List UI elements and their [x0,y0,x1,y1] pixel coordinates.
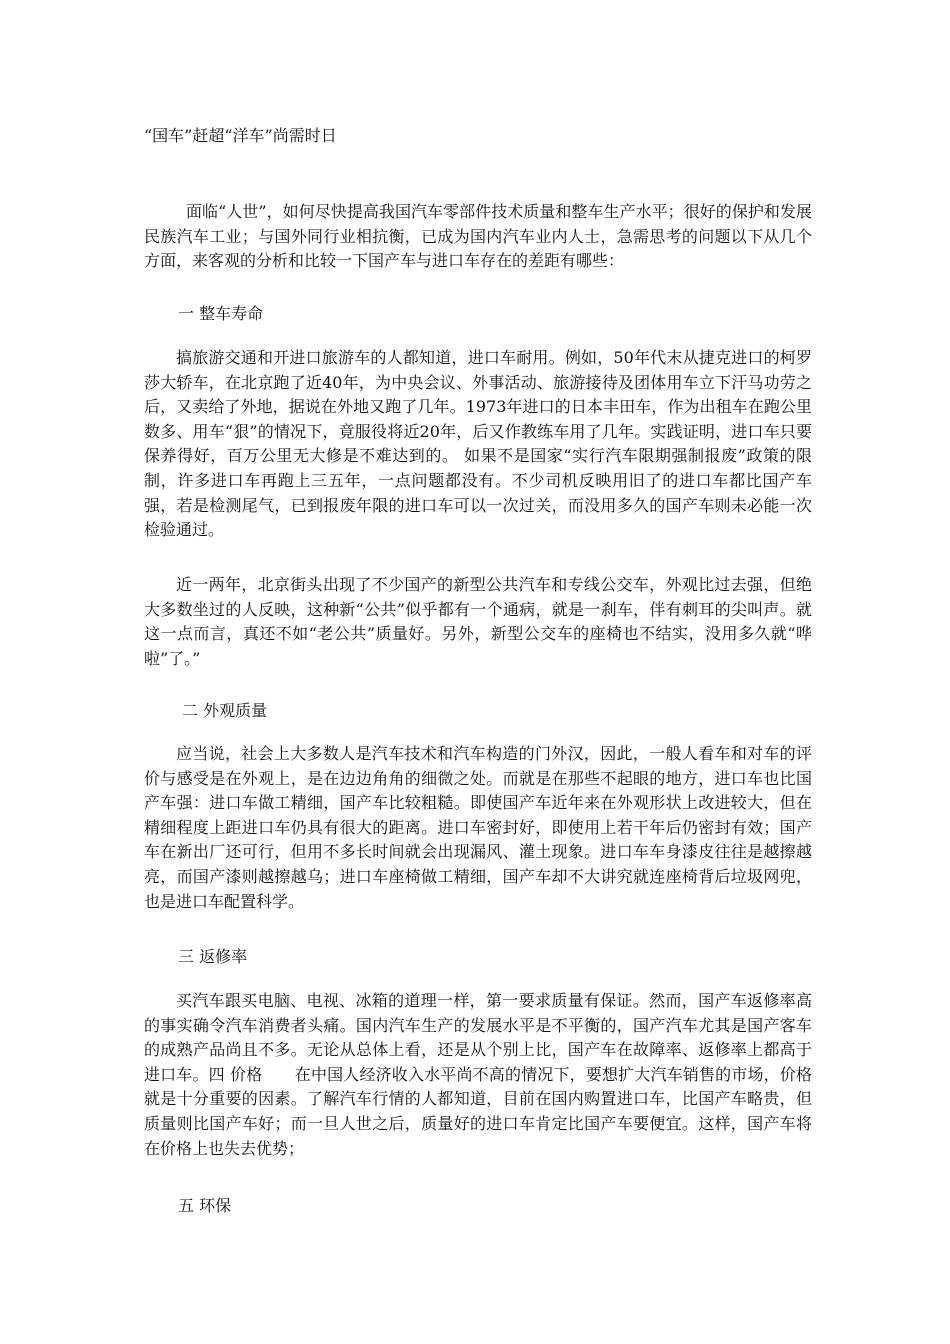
paragraph-lifespan-1: 搞旅游交通和开进口旅游车的人都知道，进口车耐用。例如，50年代末从捷克进口的柯罗莎大轿车，在北京跑了近40年，为中央会议、外事活动、旅游接待及团体用车立下汗马功劳之后，又卖给了外地，据说在外地又跑了几年。1973年进口的日本丰田车，作为出租车在跑公里数多、用车“狠”的情况下，竟服役将近20年，后又作教练车用了几年。实践证明，进口车只要保养得好，百万公里无大修是不难达到的。 如果不是国家“实行汽车限期强制报废”政策的限制，许多进口车再跑上三五年，一点问题都没有。不少司机反映用旧了的进口车都比国产车强，若是检测尾气，已到报废年限的进口车可以一次过关，而没用多久的国产车则未必能一次检验通过。 [144,348,812,540]
section-heading-repair-rate: 三 返修率 [178,947,248,966]
paragraph-lifespan-2: 近一两年，北京街头出现了不少国产的新型公共汽车和专线公交车，外观比过去强，但绝大多数坐过的人反映，这种新“公共”似乎都有一个通病，就是一刹车，伴有刺耳的尖叫声。就这一点而言，真还不如“老公共”质量好。另外，新型公交车的座椅也不结实，没用多久就“哗啦”了。” [144,575,812,668]
section-heading-lifespan: 一 整车寿命 [178,304,264,323]
intro-paragraph: 面临“人世”，如何尽快提高我国汽车零部件技术质量和整车生产水平；很好的保护和发展民族汽车工业；与国外同行业相抗衡，已成为国内汽车业内人士，急需思考的问题以下从几个方面，来客观的分析和比较一下国产车与进口车存在的差距有哪些： [144,202,812,271]
paragraph-repair-rate: 买汽车跟买电脑、电视、冰箱的道理一样，第一要求质量有保证。然而，国产车返修率高的事实确令汽车消费者头痛。国内汽车生产的发展水平是不平衡的，国产汽车尤其是国产客车的成熟产品尚且不多。无论从总体上看，还是从个别上比，国产车在故障率、返修率上都高于进口车。四 价格 在中国人经济收入水平尚不高的情况下，要想扩大汽车销售的市场，价格就是十分重要的因素。了解汽车行情的人都知道，目前在国内购置进口车，比国产车略贵，但质量则比国产车好；而一旦人世之后，质量好的进口车肯定比国产车要便宜。这样，国产车将在价格上也失去优势； [144,991,812,1158]
section-heading-environment: 五 环保 [178,1196,232,1215]
paragraph-appearance: 应当说，社会上大多数人是汽车技术和汽车构造的门外汉，因此，一般人看车和对车的评价与感受是在外观上，是在边边角角的细微之处。而就是在那些不起眼的地方，进口车也比国产车强：进口车做工精细，国产车比较粗糙。即使国产车近年来在外观形状上改进较大，但在精细程度上距进口车仍具有很大的距离。进口车密封好，即使用上若干年后仍密封有效；国产车在新出厂还可行，但用不多长时间就会出现漏风、灌土现象。进口车车身漆皮往往是越擦越亮，而国产漆则越擦越乌；进口车座椅做工精细，国产车却不大讲究就连座椅背后垃圾网兜，也是进口车配置科学。 [144,744,812,911]
article-title: “国车”赶超“洋车”尚需时日 [144,126,337,145]
section-heading-appearance: 二 外观质量 [182,701,268,720]
